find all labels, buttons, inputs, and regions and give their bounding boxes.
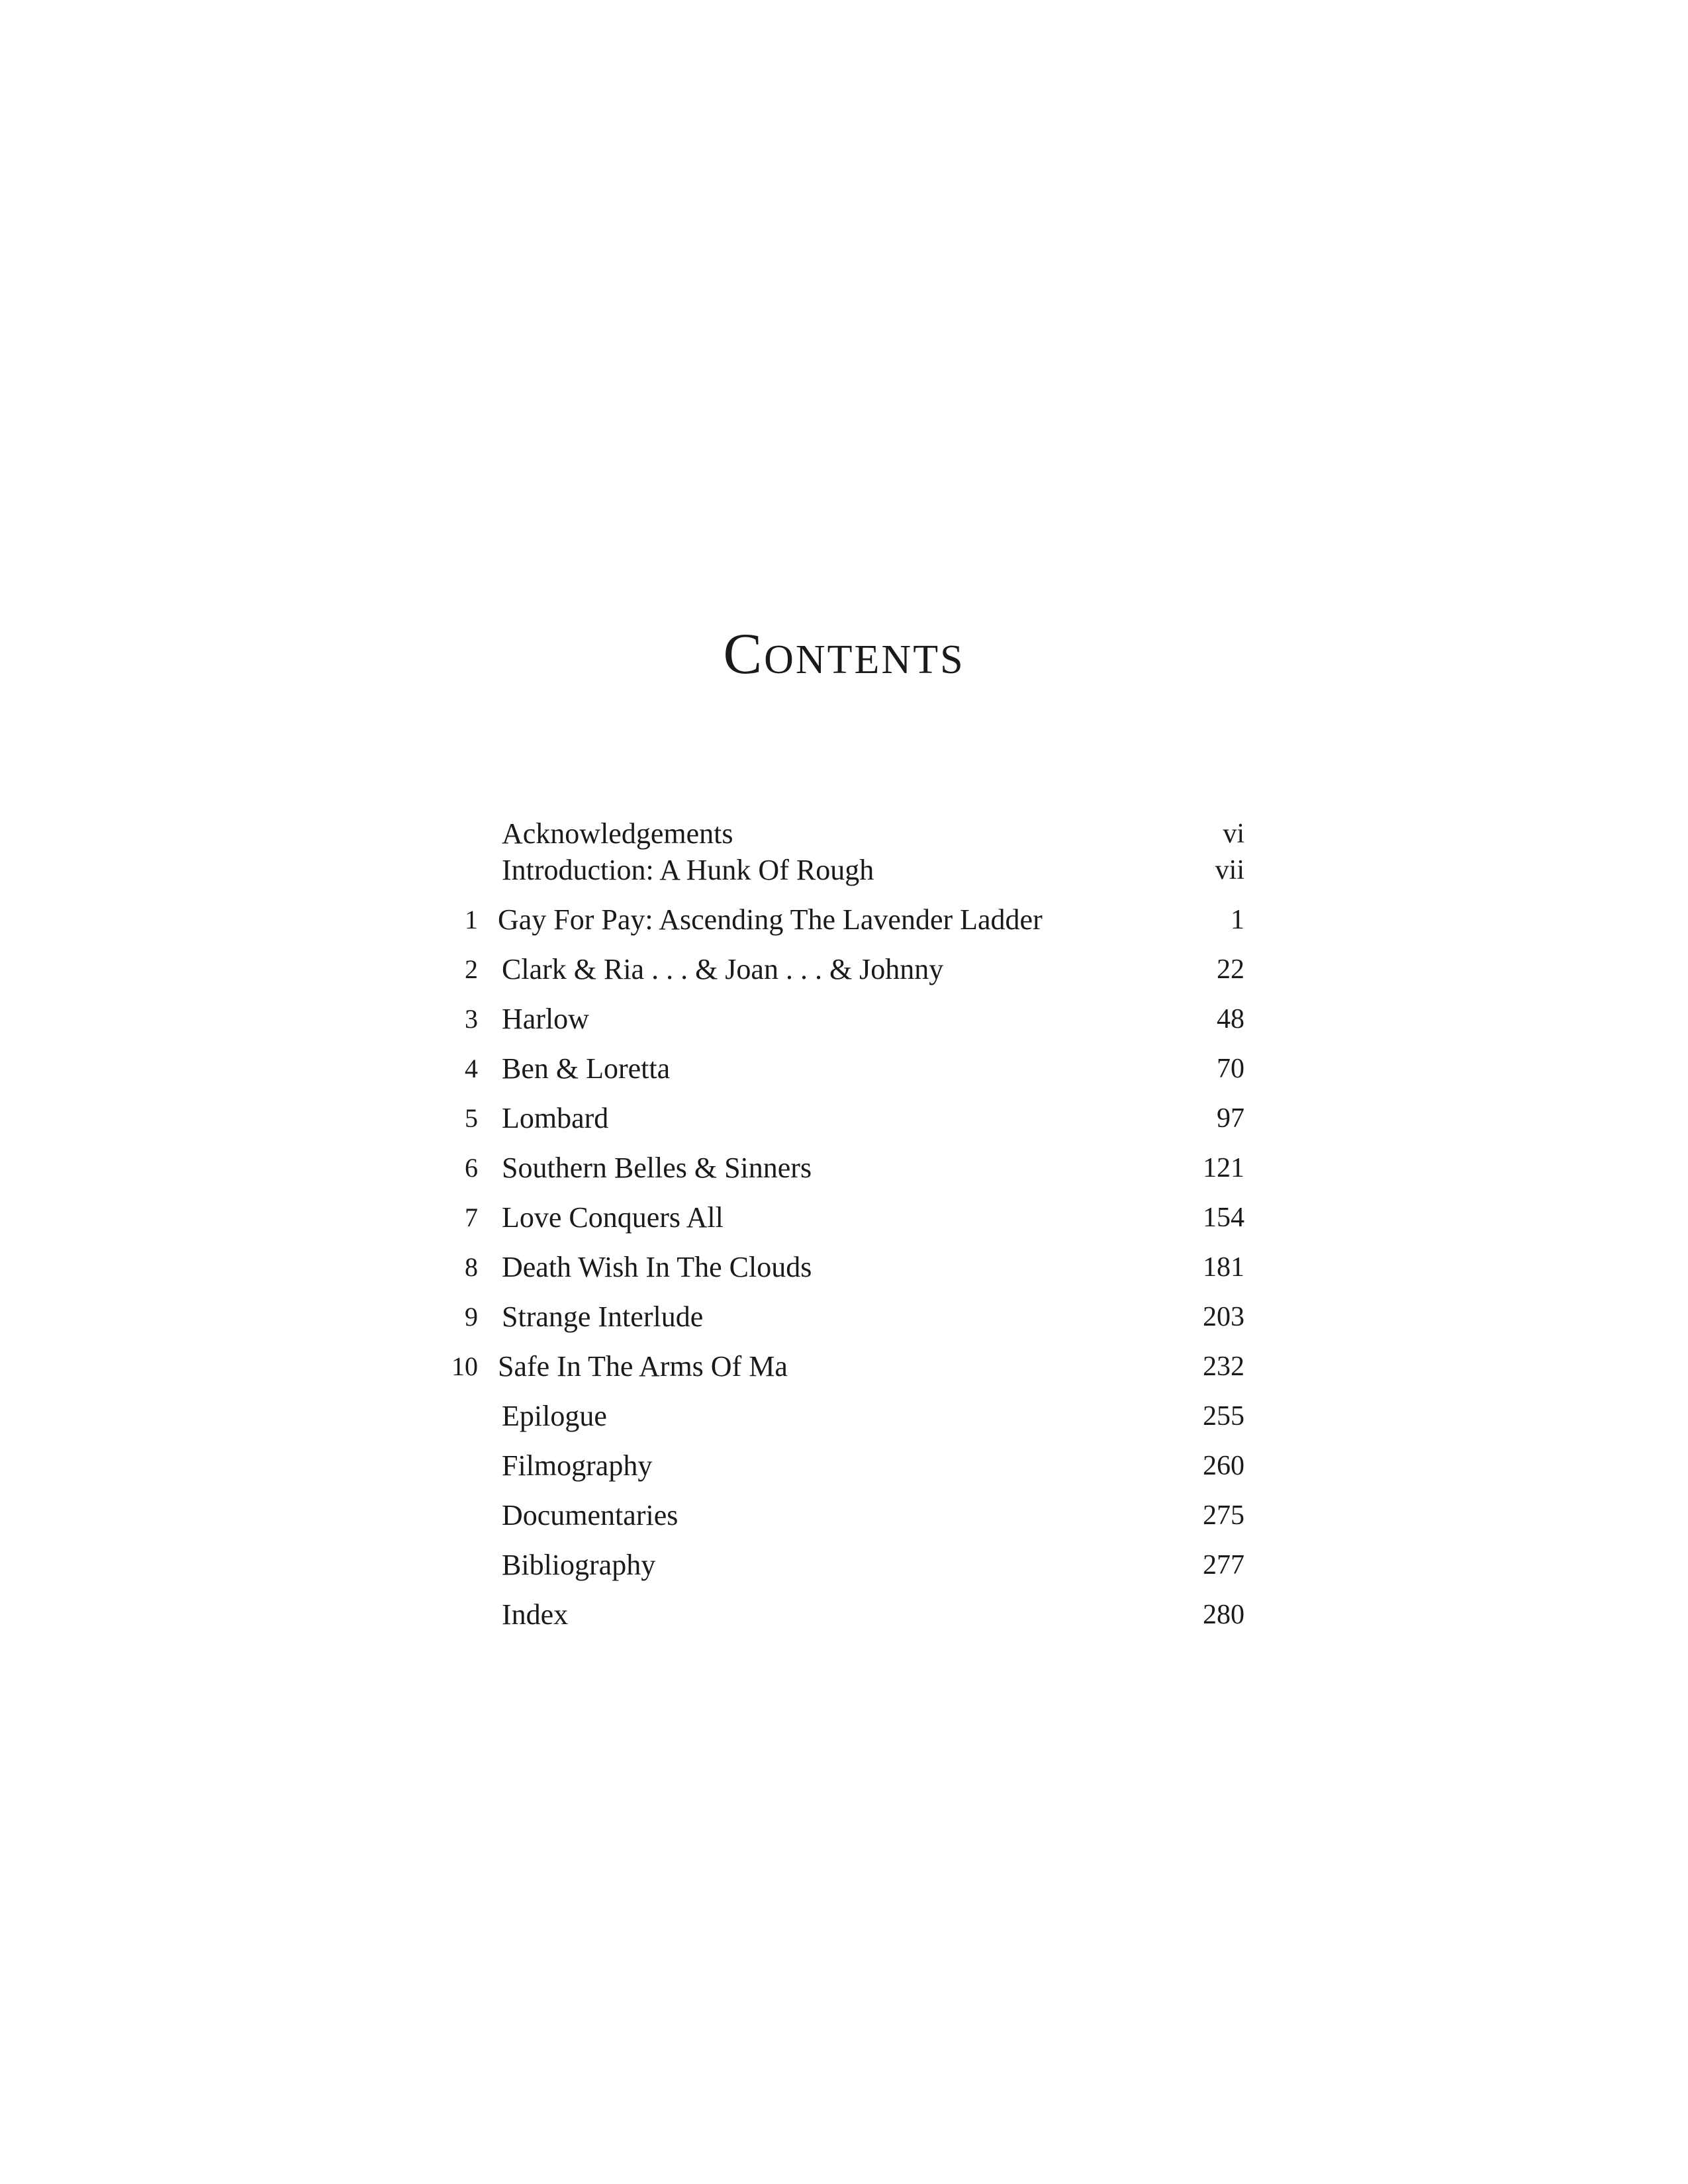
toc-entry-title: Southern Belles & Sinners [502,1152,812,1184]
toc-entry-number: 5 [465,1103,478,1133]
toc-entry-number: 8 [465,1252,478,1282]
toc-entry-title: Clark & Ria . . . & Joan . . . & Johnny [502,953,944,985]
toc-entry-number: 2 [465,954,478,984]
toc-entry-number: 3 [465,1004,478,1034]
toc-entry-page: 121 [1203,1153,1244,1183]
toc-entry-title: Acknowledgements [502,817,733,850]
toc-entry-number: 10 [451,1351,478,1381]
toc-entry-page: 280 [1203,1600,1244,1630]
toc-entry-title: Lombard [502,1102,609,1134]
toc-entry-title: Index [502,1598,569,1631]
toc-entry [424,1297,1244,1337]
toc-entry-page: 255 [1203,1401,1244,1432]
toc-entry-title: Ben & Loretta [502,1052,671,1085]
toc-entry [424,814,1244,854]
toc-entry-title: Strange Interlude [502,1300,704,1333]
toc-entry [424,1496,1244,1535]
toc-entry-title: Death Wish In The Clouds [502,1251,812,1283]
toc-entry-page: 154 [1203,1203,1244,1233]
toc-entry-page: 1 [1231,905,1244,935]
toc-entry-page: 275 [1203,1500,1244,1531]
toc-entry [424,1148,1244,1188]
toc-entry-title: Bibliography [502,1549,656,1581]
toc-entry-page: 70 [1217,1054,1244,1084]
toc-entry [424,950,1244,989]
toc-entry-title: Safe In The Arms Of Ma [498,1350,788,1383]
toc-entry-title: Documentaries [502,1499,679,1531]
toc-entry-page: 232 [1203,1351,1244,1382]
toc-entry-number: 9 [465,1302,478,1332]
toc-entry [424,1248,1244,1287]
toc-entry-page: 48 [1217,1004,1244,1034]
toc-entry-page: 203 [1203,1302,1244,1332]
toc-entry-page: 181 [1203,1252,1244,1283]
toc-entry-page: 22 [1217,954,1244,985]
toc-entry-page: 97 [1217,1103,1244,1134]
toc-entry-number: 4 [465,1054,478,1083]
toc-entry [424,900,1244,940]
page-title: Contents [723,622,965,686]
toc-entry-title: Love Conquers All [502,1201,724,1234]
toc-entry-title: Harlow [502,1003,589,1035]
toc-entry-number: 7 [465,1203,478,1232]
toc-entry [424,1198,1244,1238]
toc-entry-title: Epilogue [502,1400,607,1432]
toc-entry-title: Gay For Pay: Ascending The Lavender Ladder [498,903,1043,936]
toc-entry [424,1049,1244,1089]
toc-entry [424,1347,1244,1387]
table-of-contents [424,0,1244,2184]
toc-entry [424,1595,1244,1635]
toc-entry-page: 277 [1203,1550,1244,1580]
toc-entry-title: Introduction: A Hunk Of Rough [502,854,874,886]
toc-entry-number: 1 [465,905,478,934]
toc-entry-page: vi [1223,819,1244,849]
toc-entry [424,850,1244,890]
toc-entry [424,1099,1244,1138]
toc-entry [424,1446,1244,1486]
toc-entry-page: 260 [1203,1451,1244,1481]
toc-entry-number: 6 [465,1153,478,1183]
toc-entry [424,1545,1244,1585]
toc-entry [424,999,1244,1039]
toc-entry-page: vii [1215,855,1244,886]
toc-entry [424,1396,1244,1436]
toc-entry-title: Filmography [502,1449,653,1482]
